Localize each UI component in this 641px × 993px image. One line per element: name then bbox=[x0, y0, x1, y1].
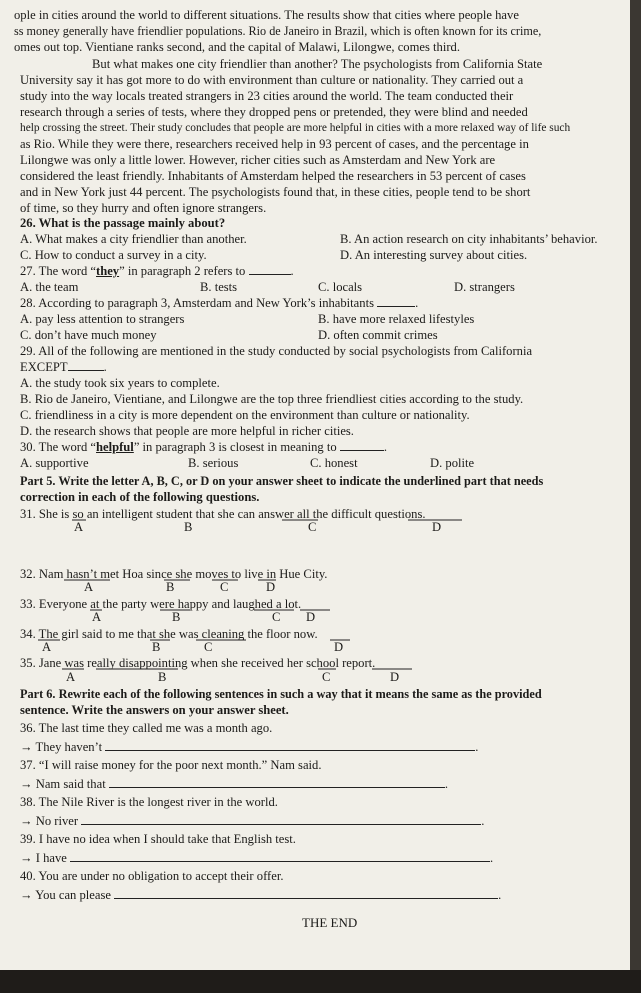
marker-b: B bbox=[158, 670, 167, 684]
passage-line: considered the least friendly. Inhabitants of Amsterdam helped the researchers in 53 percent of cases bbox=[20, 169, 526, 183]
answer-39-prefix: → I have bbox=[20, 851, 67, 865]
option-30d: D. polite bbox=[430, 456, 475, 470]
answer-line[interactable] bbox=[109, 777, 445, 788]
question-30-pre: 30. The word “ bbox=[20, 440, 97, 454]
answer-36: → They haven’t . bbox=[20, 740, 479, 754]
passage-line: ople in cities around the world to different situations. The results show that cities where people have bbox=[14, 8, 519, 22]
option-29b: B. Rio de Janeiro, Vientiane, and Lilongwe are the top three friendliest cities according to the study. bbox=[20, 392, 524, 406]
marker-d: D bbox=[390, 670, 400, 684]
option-30a: A. supportive bbox=[20, 456, 89, 470]
question-36: 36. The last time they called me was a month ago. bbox=[20, 721, 273, 735]
question-34: 34. The girl said to me that she was cleaning the floor now. bbox=[20, 627, 318, 641]
passage-line: Lilongwe was only a little lower. However, richer cities such as Amsterdam and New York are bbox=[20, 153, 496, 167]
marker-c: C bbox=[308, 520, 317, 534]
answer-line[interactable] bbox=[70, 851, 490, 862]
option-30c: C. honest bbox=[310, 456, 358, 470]
passage-line: research through a series of tests, where they dropped pens or pretended, they were blind and needed bbox=[20, 105, 528, 119]
question-28: 28. According to paragraph 3, Amsterdam and New York’s inhabitants . bbox=[20, 296, 419, 310]
marker-d: D bbox=[266, 580, 276, 594]
marker-a: A bbox=[66, 670, 76, 684]
question-38: 38. The Nile River is the longest river in the world. bbox=[20, 795, 278, 809]
question-33: 33. Everyone at the party were happy and laughed a lot. bbox=[20, 597, 302, 611]
answer-37-prefix: → Nam said that bbox=[20, 777, 106, 791]
answer-40-prefix: → You can please bbox=[20, 888, 111, 902]
answer-40: → You can please . bbox=[20, 888, 502, 902]
option-29d: D. the research shows that people are more helpful in richer cities. bbox=[20, 424, 354, 438]
part-5-title-cont: correction in each of the following questions. bbox=[20, 490, 260, 504]
question-39: 39. I have no idea when I should take that English test. bbox=[20, 832, 296, 846]
marker-d: D bbox=[334, 640, 344, 654]
marker-a: A bbox=[74, 520, 84, 534]
part-6-title-cont: sentence. Write the answers on your answer sheet. bbox=[20, 703, 289, 717]
option-27c: C. locals bbox=[318, 280, 363, 294]
option-28a: A. pay less attention to strangers bbox=[20, 312, 185, 326]
question-29-except: EXCEPT bbox=[20, 360, 68, 374]
marker-c: C bbox=[322, 670, 331, 684]
background-edge bbox=[630, 0, 641, 993]
question-31: 31. She is so an intelligent student that she can answer all the difficult questions. bbox=[20, 507, 426, 521]
passage-line: omes out top. Vientiane ranks second, and the capital of Malawi, Lilongwe, comes third. bbox=[14, 40, 460, 54]
answer-39: → I have . bbox=[20, 851, 494, 865]
answer-line[interactable] bbox=[105, 740, 475, 751]
option-27d: D. strangers bbox=[454, 280, 515, 294]
question-27-post: ” in paragraph 2 refers to bbox=[119, 264, 246, 278]
marker-a: A bbox=[92, 610, 102, 624]
option-26c: C. How to conduct a survey in a city. bbox=[20, 248, 207, 262]
option-29a: A. the study took six years to complete. bbox=[20, 376, 220, 390]
marker-d: D bbox=[306, 610, 316, 624]
passage-line: as Rio. While they were there, researchers received help in 93 percent of cases, and the percentage in bbox=[20, 137, 529, 151]
option-26a: A. What makes a city friendlier than another. bbox=[20, 232, 247, 246]
part-5-title: Part 5. Write the letter A, B, C, or D on your answer sheet to indicate the underlined part that needs bbox=[20, 474, 544, 488]
question-26: 26. What is the passage mainly about? bbox=[20, 216, 226, 230]
option-27a: A. the team bbox=[20, 280, 79, 294]
marker-b: B bbox=[166, 580, 175, 594]
answer-38-prefix: → No river bbox=[20, 814, 79, 828]
marker-b: B bbox=[172, 610, 181, 624]
question-29-cont: EXCEPT . bbox=[20, 360, 107, 374]
background-edge bbox=[0, 970, 641, 993]
option-26d: D. An interesting survey about cities. bbox=[340, 248, 528, 262]
passage-line: help crossing the street. Their study concludes that people are more helpful in cities with a more relaxed way of life such bbox=[20, 122, 571, 134]
question-27-pre: 27. The word “ bbox=[20, 264, 97, 278]
passage-line: University say it has got more to do with environment than culture or nationality. They carried out a bbox=[20, 73, 524, 87]
marker-b: B bbox=[184, 520, 193, 534]
question-30-word: helpful bbox=[96, 440, 134, 454]
part-6-title: Part 6. Rewrite each of the following sentences in such a way that it means the same as the provided bbox=[20, 687, 542, 701]
option-30b: B. serious bbox=[188, 456, 239, 470]
answer-line[interactable] bbox=[81, 814, 481, 825]
option-28c: C. don’t have much money bbox=[20, 328, 157, 342]
option-28d: D. often commit crimes bbox=[318, 328, 438, 342]
marker-c: C bbox=[220, 580, 229, 594]
option-29c: C. friendliness in a city is more dependent on the environment than culture or nationality. bbox=[20, 408, 470, 422]
marker-c: C bbox=[272, 610, 281, 624]
question-32: 32. Nam hasn’t met Hoa since she moves to live in Hue City. bbox=[20, 567, 328, 581]
marker-c: C bbox=[204, 640, 213, 654]
question-27-word: they bbox=[96, 264, 120, 278]
question-30: 30. The word “helpful” in paragraph 3 is closest in meaning to . bbox=[20, 440, 387, 454]
question-28-stem: 28. According to paragraph 3, Amsterdam and New York’s inhabitants bbox=[20, 296, 374, 310]
marker-a: A bbox=[42, 640, 52, 654]
answer-36-prefix: → They haven’t bbox=[20, 740, 103, 754]
passage-line: study into the way locals treated strangers in 23 cities around the world. The team conducted their bbox=[20, 89, 514, 103]
passage-line: and in New York just 44 percent. The psychologists found that, in these cities, people tend to be short bbox=[20, 185, 531, 199]
question-30-post: ” in paragraph 3 is closest in meaning to bbox=[133, 440, 337, 454]
passage-line: But what makes one city friendlier than another? The psychologists from California State bbox=[92, 57, 543, 71]
marker-d: D bbox=[432, 520, 442, 534]
passage-line: ss money generally have friendlier populations. Rio de Janeiro in Brazil, which is often known for its crime, bbox=[14, 24, 542, 38]
answer-37: → Nam said that . bbox=[20, 777, 449, 791]
question-35: 35. Jane was really disappointing when she received her school report. bbox=[20, 656, 376, 670]
question-37: 37. “I will raise money for the poor next month.” Nam said. bbox=[20, 758, 322, 772]
passage-line: of time, so they hurry and often ignore strangers. bbox=[20, 201, 267, 215]
marker-a: A bbox=[84, 580, 94, 594]
answer-38: → No river . bbox=[20, 814, 485, 828]
option-26b: B. An action research on city inhabitants’ behavior. bbox=[340, 232, 598, 246]
answer-line[interactable] bbox=[114, 888, 498, 899]
question-40: 40. You are under no obligation to accept their offer. bbox=[20, 869, 284, 883]
question-27: 27. The word “they” in paragraph 2 refers to . bbox=[20, 264, 294, 278]
option-27b: B. tests bbox=[200, 280, 238, 294]
option-28b: B. have more relaxed lifestyles bbox=[318, 312, 475, 326]
the-end-label: THE END bbox=[302, 915, 358, 930]
question-29: 29. All of the following are mentioned in the study conducted by social psychologists from California bbox=[20, 344, 533, 358]
marker-b: B bbox=[152, 640, 161, 654]
